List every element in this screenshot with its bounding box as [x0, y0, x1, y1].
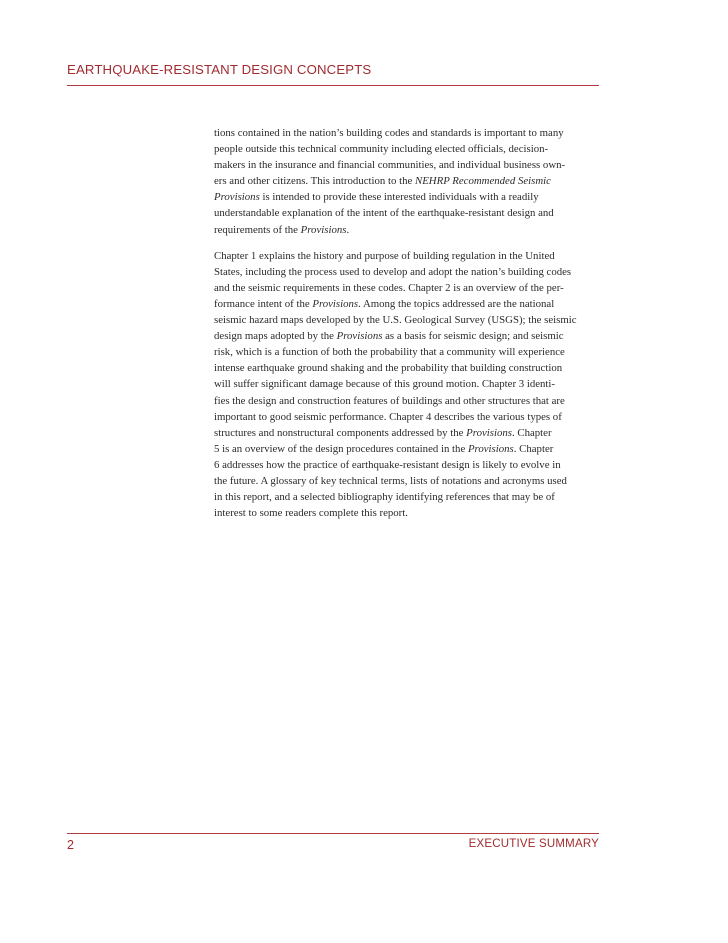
text-run: the future. A glossary of key technical terms, lists of notations and acronyms used — [214, 474, 567, 487]
text-line — [214, 205, 606, 221]
text-run: seismic hazard maps developed by the U.S. Geological Survey (USGS); the seismic — [214, 314, 577, 327]
text-line — [214, 344, 606, 360]
body-paragraph — [214, 248, 606, 522]
text-line — [214, 457, 606, 473]
text-run: interest to some readers complete this report. — [214, 507, 408, 520]
text-run: ers and other citizens. This introduction to the — [214, 175, 415, 188]
text-run: people outside this technical community including elected officials, decision- — [214, 143, 549, 156]
text-line — [214, 393, 606, 409]
text-run: . Chapter — [513, 442, 554, 455]
text-run: 5 is an overview of the design procedures contained in the — [214, 442, 468, 455]
text-line — [214, 141, 606, 157]
text-line — [214, 505, 606, 521]
page-number: 2 — [67, 838, 74, 852]
text-run: structures and nonstructural components addressed by the — [214, 426, 467, 439]
text-run: . Chapter — [511, 426, 552, 439]
text-line — [214, 473, 606, 489]
text-run: formance intent of the — [214, 297, 313, 310]
header-rule — [67, 85, 599, 86]
italic-run: Provisions — [467, 442, 514, 455]
text-run: will suffer significant damage because of this ground motion. Chapter 3 identi- — [214, 378, 556, 391]
text-run: States, including the process used to develop and adopt the nation’s building codes — [214, 265, 572, 278]
text-run: 6 addresses how the practice of earthquake-resistant design is likely to evolve in — [214, 458, 561, 471]
text-run: is intended to provide these interested individuals with a readily — [259, 191, 539, 204]
text-line — [214, 248, 606, 264]
text-line — [214, 312, 606, 328]
italic-run: Provisions — [336, 330, 383, 343]
italic-run: Provisions — [466, 426, 512, 439]
text-line — [214, 222, 606, 238]
text-line — [214, 173, 606, 189]
text-run: intense earthquake ground shaking and the probability that building construction — [214, 362, 563, 375]
text-run: design maps adopted by the — [214, 330, 337, 343]
text-line — [214, 280, 606, 296]
text-line — [214, 125, 606, 141]
text-run: . Among the topics addressed are the national — [358, 297, 555, 310]
text-line — [214, 441, 606, 457]
text-run: requirements of the — [214, 223, 301, 236]
text-run: fies the design and construction features of buildings and other structures that are — [214, 394, 565, 407]
footer-section-title: EXECUTIVE SUMMARY — [468, 838, 599, 850]
text-line — [214, 296, 606, 312]
text-line — [214, 489, 606, 505]
text-run: makers in the insurance and financial communities, and individual business own- — [214, 159, 566, 172]
text-line — [214, 360, 606, 376]
text-run: understandable explanation of the intent of the earthquake-resistant design and — [214, 207, 554, 220]
text-line — [214, 157, 606, 173]
text-run: in this report, and a selected bibliography identifying references that may be of — [214, 491, 555, 504]
text-run: important to good seismic performance. Chapter 4 describes the various types of — [214, 410, 562, 423]
text-line — [214, 264, 606, 280]
italic-run: Provisions — [312, 297, 359, 310]
text-run: tions contained in the nation’s building codes and standards is important to many — [214, 127, 564, 139]
text-run: risk, which is a function of both the probability that a community will experience — [214, 346, 565, 359]
text-line — [214, 409, 606, 425]
text-run: as a basis for seismic design; and seismic — [382, 330, 564, 343]
italic-run: NEHRP Recommended Seismic — [415, 175, 551, 188]
text-run: Chapter 1 explains the history and purpose of building regulation in the United — [214, 249, 555, 262]
body-text — [214, 125, 606, 531]
running-header-title: EARTHQUAKE-RESISTANT DESIGN CONCEPTS — [67, 62, 372, 77]
text-line — [214, 425, 606, 441]
text-run: and the seismic requirements in these codes. Chapter 2 is an overview of the per- — [214, 281, 564, 294]
footer-rule — [67, 833, 599, 834]
text-line — [214, 189, 606, 205]
italic-run: Provisions — [300, 223, 347, 236]
italic-run: Provisions — [214, 191, 260, 204]
text-line — [214, 328, 606, 344]
text-line — [214, 376, 606, 392]
body-paragraph — [214, 125, 606, 238]
text-run: . — [346, 223, 350, 236]
